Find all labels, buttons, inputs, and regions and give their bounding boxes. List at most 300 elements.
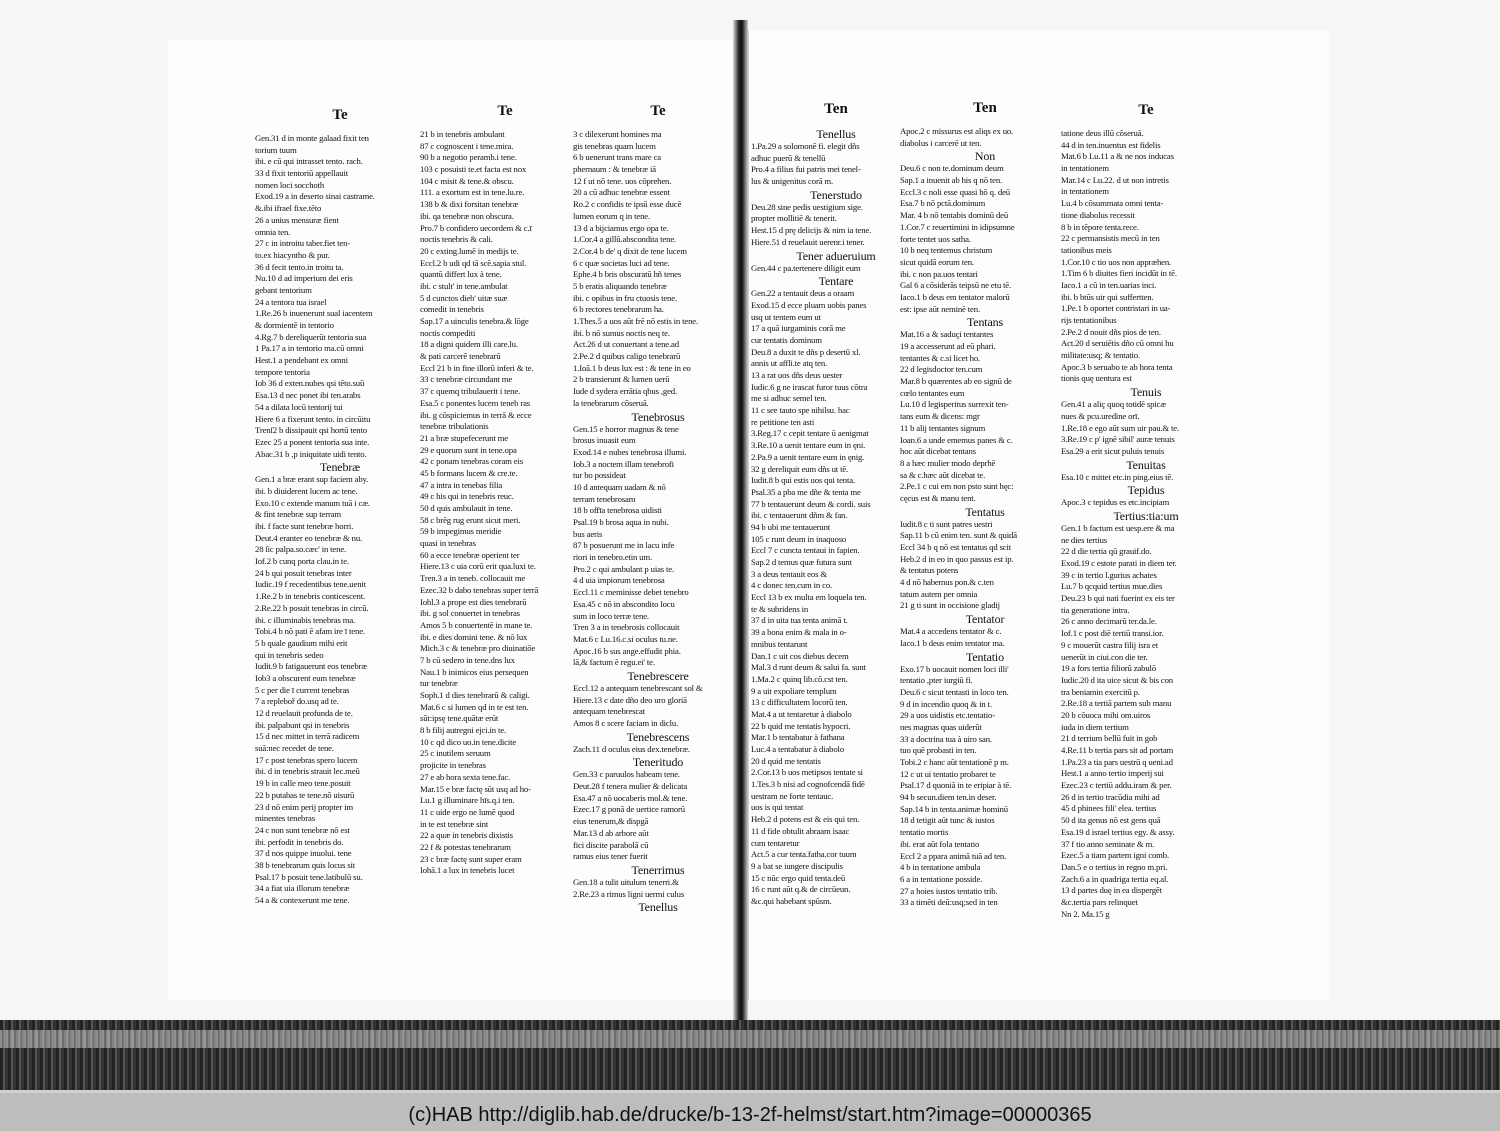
section-heading: Tenerstudo — [810, 187, 862, 202]
concordance-line: Gen.1 a bræ erant sup faciem aby. — [255, 474, 369, 485]
concordance-line: sum in loco terræ tene. — [573, 610, 649, 621]
section-heading: Tentatus — [965, 504, 1005, 519]
concordance-line: 22 d die tertia qū grauif.do. — [1061, 546, 1152, 557]
concordance-line: 1.Cor.7 c reuertimini in idipsumne — [900, 221, 1015, 232]
concordance-line: 21 a bræ stupefecerunt me — [420, 432, 508, 443]
concordance-line: 4 c donec ten.cum in co. — [751, 580, 833, 591]
column-heading: Ten — [824, 101, 848, 117]
concordance-line: 24 a tentora tua israel — [255, 296, 327, 307]
concordance-line: & pati carcerē tenebrarū — [420, 351, 501, 362]
concordance-line: Eccl 13 b ex multa em loquela ten. — [751, 592, 867, 603]
concordance-line: Mar.13 d ab arbore aūt — [573, 827, 649, 838]
concordance-line: cum tentaretur — [751, 837, 800, 848]
concordance-line: Eccl 2 a ppara animā tuā ad ten. — [900, 850, 1007, 861]
concordance-line: tans eum & dicens: mgr — [900, 411, 980, 422]
concordance-line: 19 a fors tertia filiorū zabulō — [1061, 663, 1156, 674]
concordance-line: 27 e ab hora sexta tene.fac. — [420, 771, 511, 782]
concordance-line: to.ex hiacyntho & pur. — [255, 249, 330, 260]
concordance-line: 18 b offīa tenebrosa uidisti — [573, 505, 662, 516]
concordance-line: ibi. g sol conuertet in tenebras — [420, 608, 520, 619]
concordance-line: ibi. c tentauerunt dñm & fan. — [751, 510, 848, 521]
concordance-line: Deu.6 c non te.dominum deum — [900, 163, 1004, 174]
concordance-line: 22 b putabas te tene.nō uisurū — [255, 789, 355, 800]
concordance-line: Mar.15 e bræ factę sūt usq ad ho- — [420, 783, 531, 794]
concordance-line: 22 b quid me tentatis hypocri. — [751, 720, 851, 731]
concordance-line: iuda in diem tertium — [1061, 721, 1129, 732]
section-heading: Tentare — [818, 274, 854, 289]
concordance-line: Apoc.16 b sus ange.effudit phia. — [573, 645, 681, 656]
concordance-line: Mat.6 c Lu.16.c.si oculus tu.ne. — [573, 633, 678, 644]
column-heading: Te — [332, 107, 348, 123]
concordance-line: 1.Re.26 b inuenerunt sual iacentem — [255, 308, 373, 319]
concordance-line: Iaco.1 b deus em tentator malorū — [900, 291, 1010, 302]
concordance-line: &c.qui habebant spūsm. — [751, 895, 832, 906]
concordance-line: ibi. erat aūt fola tentatio — [900, 838, 980, 849]
concordance-line: 4 b in tentatione ambula — [900, 862, 981, 873]
concordance-line: Deut.4 eranter eo tenebræ & nu. — [255, 532, 363, 543]
concordance-line: 45 d phinees fili' elea. tertius — [1061, 803, 1157, 814]
column-lines — [1061, 128, 1231, 920]
concordance-line: Ro.2 c confidis te ipsū esse ducē — [573, 199, 682, 210]
concordance-line: 22 a quæ in tenebris dixistis — [420, 830, 513, 841]
concordance-line: 94 b ubi me tentauerunt — [751, 521, 831, 532]
concordance-line: 8 b in tēpore tenta.rece. — [1061, 221, 1139, 232]
concordance-line: 4 d nō habemus pon.& c.ten — [900, 577, 994, 588]
concordance-line: uenerūt in ciui.con die ter. — [1061, 651, 1148, 662]
text-column-6 — [1061, 102, 1231, 920]
concordance-line: Lu.10 d legisperitus surrexit ten- — [900, 399, 1009, 410]
concordance-line: Dan.5 e o tertius in regno m.pri. — [1061, 861, 1168, 872]
concordance-line: 20 b cōuoca mihi om.uiros — [1061, 709, 1151, 720]
concordance-line: Eccl 7 c cuncta tentaui in fapien. — [751, 545, 860, 556]
concordance-line: Hiere.13 c date dño deo uro gloriā — [573, 694, 687, 705]
concordance-line: Nau.1 b inimicos eius persequen — [420, 666, 529, 677]
concordance-line: Deut.28 f tenera mulier & delicata — [573, 781, 688, 792]
concordance-line: 6 c quæ societas luci ad tene. — [573, 257, 670, 268]
text-column-2 — [420, 103, 590, 877]
concordance-line: Esa.7 b nō pctā.dominum — [900, 198, 986, 209]
concordance-line: Amos 5 b conuertentē in mane te. — [420, 619, 533, 630]
concordance-line: Mat.6 b Lu.11 a & ne nos inducas — [1061, 151, 1174, 162]
concordance-line: Esa.29 a erit sicut puluis tenuis — [1061, 445, 1165, 456]
concordance-line: 104 c misit & tene.& obscu. — [420, 175, 514, 186]
column-heading: Te — [1138, 102, 1154, 118]
concordance-line: 29 e quorum sunt in tene.opa — [420, 444, 517, 455]
concordance-line: usq ut tentem eum ut — [751, 311, 821, 322]
concordance-line: 38 b tenebrarum quis locus sit — [255, 859, 355, 870]
concordance-line: Iudic.20 d ita uice sicut & bis con — [1061, 674, 1174, 685]
concordance-line: Iaco.1 a cū in ten.uarias inci. — [1061, 279, 1157, 290]
concordance-line: 5 c per die ī current tenebras — [255, 684, 350, 695]
concordance-line: tur tenebræ — [420, 678, 458, 689]
concordance-line: 87 c cognoscent i tene.mira. — [420, 140, 514, 151]
concordance-line: 1.Tes.3 b nisi ad cognofcendā fidē — [751, 779, 865, 790]
concordance-line: tur bo possideat — [573, 470, 626, 481]
concordance-line: Mat.16 a & saduçi tentantes — [900, 329, 994, 340]
concordance-line: 44 d in ten.inuentus est fidelis — [1061, 139, 1161, 150]
concordance-line: Deu.6 c sicut tentasti in loco ten. — [900, 686, 1009, 697]
concordance-line: ibi. d in tenebris strauit lec.meū — [255, 766, 360, 777]
concordance-line: 2.Cor.13 b uos metipsos tentate si — [751, 767, 863, 778]
concordance-line: Tobi.4 b nō pati ē afam ire ī tene. — [255, 626, 365, 637]
concordance-line: 6 a in tentatione posside. — [900, 873, 983, 884]
concordance-line: tentatio mortis — [900, 827, 949, 838]
concordance-line: 9 c mouerūt castra filij isra et — [1061, 639, 1158, 650]
concordance-line: 21 b in tenebris ambulant — [420, 129, 505, 139]
concordance-line: Iudic.19 f recedentibus tene.uenit — [255, 579, 366, 590]
concordance-line: 6 b uenerunt trans mare ca — [573, 152, 662, 163]
concordance-line: Eccl 34 b q nō est tentatus qd scit — [900, 542, 1012, 552]
concordance-line: Iudic.6 g ne irascat furor tuus cōtra — [751, 381, 868, 392]
concordance-line: 25 c inutilem seruum — [420, 748, 491, 759]
concordance-line: annis ut affli.te atq ten. — [751, 358, 828, 369]
concordance-line: ibi. perfodit in tenebris do. — [255, 836, 344, 847]
concordance-line: Pro.7 b confidero uecordem & c.ī — [420, 222, 532, 233]
concordance-line: Esa.10 c mittet etc.in ping.eius tē. — [1061, 471, 1174, 482]
section-heading: Tentans — [966, 315, 1004, 330]
concordance-line: Hiere.13 c uia corū erit qua.luxi te. — [420, 561, 536, 572]
section-heading: Tenellus — [638, 900, 678, 915]
concordance-line: projicite in tenebras — [420, 760, 486, 771]
concordance-line: Exod.19 a in deserto sinai castrame. — [255, 191, 375, 202]
concordance-line: 1.Cor.10 c tio uos non appræhen. — [1061, 256, 1172, 267]
concordance-line: nues & pcu.uredine orī. — [1061, 410, 1140, 421]
concordance-line: 15 d nec mittet in terrā radicem — [255, 731, 360, 742]
concordance-line: Eccl 21 b in fine illorū inferi & te. — [420, 362, 534, 373]
concordance-line: tione diabolus recessit — [1061, 209, 1135, 220]
concordance-line: 9 a bat se iungere discipulis — [751, 860, 843, 871]
concordance-line: Lu.7 b qcquid tertius mue.dies — [1061, 581, 1163, 592]
concordance-line: 59 b impegimus meridie — [420, 526, 502, 537]
text-column-4 — [751, 101, 921, 908]
section-heading: Non — [974, 149, 996, 164]
concordance-line: propter mollitiē & tenerit. — [751, 213, 837, 224]
concordance-line: 3 a deus tentauit eos & — [751, 568, 827, 579]
concordance-line: hoc aūt dicebat tentans — [900, 446, 976, 457]
concordance-line: sicut quidā eorum ten. — [900, 256, 974, 267]
concordance-line: 1.Tim 6 b diuites fieri incidūt in tē. — [1061, 268, 1177, 279]
column-heading: Te — [650, 103, 666, 119]
concordance-line: 26 d in tertio tracūdia mihi ad — [1061, 791, 1160, 802]
concordance-line: antequam tenebrescat — [573, 706, 646, 717]
concordance-line: 2.Pa.9 a uenit tentare eum in ęnig. — [751, 451, 865, 462]
concordance-line: forte tentet uos satha. — [900, 233, 971, 244]
concordance-line: tuo quē probasti in ten. — [900, 745, 977, 756]
concordance-line: 18 d tetigit aūt tunc & iustos — [900, 815, 995, 826]
concordance-line: 37 f tio anno seminate & m. — [1061, 838, 1155, 849]
concordance-line: in tentationem — [1061, 163, 1109, 174]
concordance-line: 19 a accesserunt ad eū phari. — [900, 341, 996, 351]
concordance-line: ibi. c stult' in tene.ambulat — [420, 280, 508, 291]
concordance-line: ibi. c opibus in fru ctuosis tene. — [573, 292, 677, 303]
concordance-line: 37 d nos quippe inuolui. tene — [255, 848, 352, 859]
concordance-line: lumen eorum q in tene. — [573, 210, 651, 221]
concordance-line: Mat.4 a ut tentaretur à diabolo — [751, 708, 852, 719]
concordance-line: 105 c runt deum in inaquoso — [751, 533, 847, 544]
concordance-line: 54 a & contexerunt me tene. — [255, 895, 350, 905]
concordance-line: tationibus meis — [1061, 244, 1112, 255]
concordance-line: 1.Pa.29 a solomonē fi. elegit dñs — [751, 141, 860, 151]
column-lines — [573, 129, 743, 914]
concordance-line: 5 b eratis aliquando tenebræ — [573, 280, 667, 291]
concordance-line: cœlo tentantes eum — [900, 387, 965, 398]
text-column-1 — [255, 107, 425, 907]
concordance-line: 11 b alij tentantes signum — [900, 422, 986, 433]
concordance-line: eius tenerum,& dispgā — [573, 816, 649, 827]
concordance-line: 1.Pe.1 b oportet contristari in ua- — [1061, 303, 1171, 314]
concordance-line: Lu.4 b cōsummata omni tenta- — [1061, 198, 1164, 209]
concordance-line: 54 a dilata locū tentorij tui — [255, 401, 343, 412]
concordance-line: 37 d in uita tua tenta animā t. — [751, 615, 848, 626]
concordance-line: Gen.1 b factum est uesp.ere & ma — [1061, 522, 1175, 533]
concordance-line: Sap.1 a inuenit ab his q nō ten. — [900, 175, 1003, 186]
concordance-line: Apoc.2 c missurus est aliqs ex uo. — [900, 126, 1014, 136]
concordance-line: quasi in tenebras — [420, 538, 476, 549]
concordance-line: ibi. c illuminabis tenebras ma. — [255, 614, 356, 625]
concordance-line: Sap.11 b cū enim ten. sunt & quidā — [900, 530, 1017, 541]
concordance-line: 5 b quale gaudium mihi erit — [255, 637, 348, 648]
concordance-line: Nn 2. Ma.15 g — [1061, 908, 1110, 919]
concordance-line: noctis compediti — [420, 327, 476, 338]
text-column-5 — [900, 100, 1070, 909]
concordance-line: Hiere 6 a fixerunt tento. in circūitu — [255, 413, 371, 424]
concordance-line: 50 d ita genus nō est gens quā — [1061, 815, 1161, 826]
concordance-line: Ezec.17 g ponā de uertice ramorū — [573, 804, 685, 815]
concordance-line: 111. a exortum est in tene.lu.re. — [420, 187, 525, 198]
concordance-line: fici discite parabolā cū — [573, 839, 649, 850]
concordance-line: 33 a doctrina tua à uiro san. — [900, 733, 992, 744]
concordance-line: Iohā.1 a lux in tenebris lucet — [420, 865, 515, 876]
section-heading: Tenellus — [816, 127, 856, 141]
concordance-line: rijs tentationibus — [1061, 315, 1117, 325]
concordance-line: 11 c uide ergo ne lumē quod — [420, 806, 515, 817]
concordance-line: 17 a quā iurgaminis corā me — [751, 323, 846, 334]
concordance-line: uestram ne forte tentauc. — [751, 790, 834, 801]
text-column-3 — [573, 103, 743, 914]
concordance-line: Lu.1 g illuminare hīs.q.i ten. — [420, 795, 515, 806]
concordance-line: Hest.1 a anno tertio imperij sui — [1061, 768, 1164, 779]
concordance-line: tenebræ tribulationis — [420, 421, 489, 432]
concordance-line: Abac.31 b ,p iniquitate uidi tento. — [255, 448, 367, 459]
concordance-line: Iof.2 b cunq porta clau.in te. — [255, 556, 349, 567]
section-heading: Tentator — [965, 612, 1005, 627]
concordance-line: 47 a intra in tenebas filia — [420, 479, 503, 490]
concordance-line: 36 d fecit tento.in troitu ta. — [255, 261, 344, 272]
concordance-line: ibi. b diuiderent lucem ac tene. — [255, 485, 358, 496]
concordance-line: 8 a hæc mulier modo deprhē — [900, 457, 996, 468]
concordance-line: noctis tenebris & cali. — [420, 234, 493, 245]
concordance-line: 39 a bona enim & mala in o- — [751, 627, 847, 638]
concordance-line: Esa.13 d nec ponet ibi ten.arabs — [255, 390, 361, 401]
concordance-line: Sap.17 a uinculis tenebra.& lōge — [420, 316, 529, 326]
concordance-line: te & subridens in — [751, 603, 809, 614]
concordance-line: 45 b formans lucem & cre.te. — [420, 467, 518, 478]
concordance-line: 13 d a bijciamus ergo opa te. — [573, 222, 669, 233]
concordance-line: 20 d quid me tentatis — [751, 755, 821, 766]
concordance-line: Iob 36 d exten.nubes qsi tēto.suū — [255, 378, 365, 389]
concordance-line: Eccl.3 c noli esse quasi hō q. deū — [900, 186, 1010, 197]
concordance-line: 34 a fiat uia illorum tenebræ — [255, 883, 350, 894]
concordance-line: 9 a uit expoliare templum — [751, 685, 837, 696]
concordance-line: 58 c brēg rug erunt sicut meri. — [420, 514, 521, 525]
concordance-line: 3.Re.10 a uenit tentare eum in ęni. — [751, 440, 866, 451]
concordance-line: Esa.47 a nō uocaberis mol.& tene. — [573, 792, 688, 803]
concordance-line: & dormientē in tentorio — [255, 320, 334, 330]
concordance-line: 22 d legisdoctor ten.cum — [900, 364, 983, 375]
concordance-line: militate:usq; & tentatio. — [1061, 350, 1141, 361]
concordance-line: Gen.44 c pa.tertenere diligit eum — [751, 262, 861, 273]
concordance-line: 2.Cor.4 b de' q dixit de tene lucem — [573, 245, 687, 256]
concordance-line: 1.Ioā.1 b deus lux est : & tene in eo — [573, 362, 691, 373]
concordance-line: 13 d partes duę in ea dispergēt — [1061, 885, 1162, 896]
concordance-line: Iude d sydera errātia qbus ,ged. — [573, 386, 677, 397]
concordance-line: 20 c exting.lumē in medijs te. — [420, 245, 519, 256]
concordance-line: 7 a repleboř do.usq ad te. — [255, 696, 339, 707]
section-heading: Tenebrescens — [626, 729, 690, 744]
concordance-line: Psal.17 b posuit tene.latibulū su. — [255, 871, 363, 882]
concordance-line: 3 c dilexerunt homines ma — [573, 129, 662, 139]
concordance-line: Act.20 d seruiētis dño cū omni hu — [1061, 338, 1174, 349]
concordance-line: Tren.3 a in teneb. collocauit me — [420, 573, 526, 584]
concordance-line: Psal.17 d quoniā in te eripiar à tē. — [900, 780, 1012, 791]
concordance-line: in te est tenebræ sint — [420, 818, 489, 829]
concordance-line: Esa.19 d israel tertius egy. & assy. — [1061, 826, 1175, 837]
concordance-line: Tren 3 a in tenebrosis collocauit — [573, 622, 680, 633]
concordance-line: Luc.4 a tentabatur à diabolo — [751, 744, 845, 754]
concordance-line: 10 d antequam uadam & nō — [573, 481, 666, 492]
concordance-line: Mar.8 b quærentes ab eo signū de — [900, 376, 1012, 387]
section-heading: Tenuis — [1130, 385, 1162, 400]
concordance-line: Eccl.2 b udi qd tā scē.sapia stul. — [420, 257, 527, 268]
concordance-line: Hest.15 d prę delicijs & nim ia tene. — [751, 225, 872, 236]
concordance-line: 2.Re.18 a tertiā partem sub manu — [1061, 698, 1172, 709]
concordance-line: 23 c bræ factę sunt super eram — [420, 853, 522, 864]
concordance-line: Tobi.2 c hanc aūt tentationē p m. — [900, 757, 1009, 767]
concordance-line: Heb.2 d potens est & eis qui ten. — [751, 814, 860, 825]
section-heading: Tenerrimus — [631, 862, 685, 877]
concordance-line: comedit in tenebris — [420, 304, 484, 315]
concordance-line: tentatio ,pter iurgiū fi. — [900, 675, 973, 686]
concordance-line: ibi. e cū qui intrasset tento. rach. — [255, 156, 363, 167]
concordance-line: Eccl.12 a antequam tenebrescant sol & — [573, 682, 703, 693]
concordance-line: 15 c nūc ergo quid tenta.deū — [751, 872, 846, 883]
concordance-line: Exo.10 c extende manum tuā i cæ. — [255, 497, 370, 508]
concordance-line: 2.Pe.2 d quibus caligo tenebrarū — [573, 351, 681, 362]
concordance-line: 21 d terrium bellū fuit in gob — [1061, 733, 1158, 744]
concordance-line: 3.Reg.17 c cepit tentare ū aenigmat — [751, 428, 869, 439]
concordance-line: Ioan.6 a unde ememus panes & c. — [900, 434, 1013, 445]
concordance-line: 33 a timēti deū:usq;sed in ten — [900, 897, 998, 908]
concordance-line: brosus inuasit eum — [573, 435, 636, 446]
concordance-line: omnia ten. — [255, 226, 291, 237]
concordance-line: 1.Cor.4 a gillū.abscondita tene. — [573, 234, 677, 245]
concordance-line: 10 c qd dico uo.in tene.dicite — [420, 736, 517, 747]
concordance-line: Act.5 a cur tenta.fatha.cor tuum — [751, 849, 857, 860]
section-heading: Tepidus — [1127, 483, 1165, 498]
concordance-line: gebant tentorium — [255, 284, 312, 295]
concordance-line: 1 Pa.17 a in tentorio ma.cū omni — [255, 343, 364, 354]
column-heading: Te — [497, 103, 513, 119]
concordance-line: Iof.1 c post diē tertiū transi.ior. — [1061, 628, 1164, 639]
concordance-line: 94 b secun.diem ten.in deser. — [900, 792, 997, 803]
concordance-line: 7 b cū sedero in tene.dns lux — [420, 654, 515, 665]
concordance-line: Gen.18 a tulit uitulum tenerri.& — [573, 876, 679, 887]
concordance-line: 4 d uia impiorum tenebrosa — [573, 575, 665, 586]
concordance-line: 17 c post tenebras spero lucem — [255, 754, 358, 765]
concordance-line: 5 d cunctos dieb' uitæ suæ — [420, 292, 508, 303]
concordance-line: & tentatus potens — [900, 565, 959, 576]
concordance-line: bus aeris — [573, 528, 603, 539]
concordance-line: la tenebrarum cōseruā. — [573, 397, 649, 408]
section-heading: Tenebrosus — [631, 409, 685, 424]
concordance-line: 2.Re.22 b posuit tenebras in circū. — [255, 602, 369, 613]
section-heading: Teneritudo — [632, 755, 684, 770]
concordance-line: 19 b in calle meo tene.posuit — [255, 778, 351, 789]
concordance-line: Eccl.11 c meminisse debet tenebro — [573, 587, 689, 598]
concordance-line: Exod.14 e nubes tenebrosa illumi. — [573, 446, 687, 457]
concordance-line: ibi. palpabunt qsi in tenebris — [255, 719, 350, 730]
concordance-line: 138 b & dixi forsitan tenebræ — [420, 199, 519, 210]
concordance-line: Iudit.8 b qui estis uos qui tenta. — [751, 475, 855, 486]
concordance-line: riori in tenebro.etin um. — [573, 552, 653, 563]
concordance-line: Exo.17 b uocauit nomen loci illi' — [900, 663, 1009, 674]
column-lines — [420, 129, 590, 877]
section-heading: Tener adueruium — [796, 248, 876, 263]
concordance-line: 13 a rat uos dñs deus uester — [751, 370, 843, 380]
concordance-line: Psal.19 b brosa aqua in nubi. — [573, 517, 669, 527]
concordance-line: adhuc puerū & tenellū — [751, 152, 826, 163]
section-heading: Tenebrescere — [627, 668, 689, 683]
concordance-line: me si adhuc semel ten. — [751, 393, 827, 404]
concordance-line: &c.tertia pars relinquet — [1061, 896, 1138, 907]
column-lines — [751, 127, 921, 908]
concordance-line: 26 a unius mensuræ fient — [255, 214, 339, 225]
concordance-line: Nu.10 d ad imperium dei eris — [255, 273, 353, 284]
concordance-line: & fint tenebræ sup terram — [255, 509, 341, 520]
concordance-line: Deu.8 a duxit te dñs p desertū xl. — [751, 346, 861, 357]
concordance-line: diabolus i carcerē ut ten. — [900, 137, 982, 148]
concordance-line: 42 c ponam tenebras coram eis — [420, 456, 523, 467]
concordance-line: 23 d nō enim perij propter im — [255, 801, 353, 812]
concordance-line: Gen.41 a aliç quoq totidē spicæ — [1061, 399, 1166, 410]
concordance-line: Act.26 d ut conuertant a tene.ad — [573, 339, 679, 350]
concordance-line: cęcus est & manu tent. — [900, 492, 976, 503]
concordance-line: Pro.2 c qui ambulant p uias te. — [573, 563, 675, 574]
concordance-line: 9 d in incendio quoq & in t. — [900, 698, 992, 709]
concordance-line: Zach.11 d oculus eius dex.tenebræ. — [573, 743, 690, 754]
concordance-line: sūt:ipsę tene.quātæ erūt — [420, 713, 499, 724]
concordance-line: 1.Thes.5 a uos aūt frē nō estis in tene. — [573, 316, 699, 326]
concordance-line: Sap.14 b in tenta.animæ hominū — [900, 803, 1008, 814]
concordance-line: Exod.19 c estote parati in diem ter. — [1061, 558, 1177, 568]
concordance-line: Exod.15 d ecce pluam uobis panes — [751, 299, 867, 310]
concordance-line: Deu.23 b qui nati fuerint ex eis ter — [1061, 593, 1175, 604]
concordance-line: Gen.31 d in monte galaad fixit ten — [255, 133, 369, 143]
concordance-line: Trenſ2 b dissipauit qsi hortū tento — [255, 425, 367, 436]
concordance-line: Iudit.9 b fatigauerunt eos tenebræ — [255, 661, 367, 672]
concordance-line: tempore tentoria — [255, 366, 310, 377]
concordance-line: 87 b posuerunt me in lacu infe — [573, 540, 675, 551]
concordance-line: 3.Re.19 c p' ignē sibil' auræ tenuis — [1061, 434, 1175, 445]
concordance-line: sa & c.hæc aūt dicebat te. — [900, 469, 986, 480]
concordance-line: 4.Re.11 b tertia pars sit ad portam — [1061, 745, 1174, 755]
concordance-line: Heb.2 d in eo in quo passus est ip. — [900, 553, 1014, 564]
concordance-line: Esa.45 c nō in abscondito locu — [573, 598, 675, 609]
concordance-line: Ezec.5 a tiam partem igni comb. — [1061, 850, 1170, 861]
concordance-line: 11 d fide obtulit abraam isaac — [751, 825, 850, 836]
concordance-line: 8 b filij autregni ejci.in te. — [420, 725, 506, 736]
concordance-line: 6 b rectores tenebrarum ha. — [573, 304, 664, 315]
